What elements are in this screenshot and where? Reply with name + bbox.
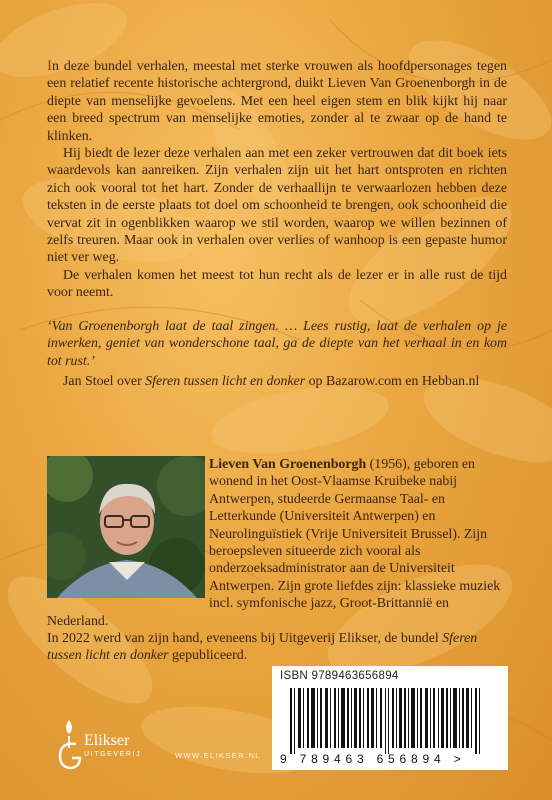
isbn-barcode-box [272, 666, 508, 770]
publisher-logo [54, 718, 164, 778]
drop-letter: I [47, 58, 52, 74]
author-bio-text: Lieven Van Groenenborgh (1956), geboren en wonend in het Oost-Vlaamse Kruibeke nabij Antwerpen, studeerde Germaanse Taal- en Letterkunde (Universiteit Antwerpen) en Neurolinguïstiek (Vrije Universiteit Brussel). Zijn beroepsleven situeerde zich vooral als onderzoeksadministrator aan de Universiteit Antwerpen. Zijn grote liefdes zijn: klassieke muziek incl. symfonische jazz, Groot-Brittannië en Nederland. [47, 457, 501, 629]
previous-book-title: Sferen tussen licht en donker [47, 631, 478, 664]
author-name: Lieven Van Groenenborgh [209, 457, 367, 472]
intro-paragraph [47, 58, 507, 145]
intro-text: n deze bundel verhalen, meestal met sterke vrouwen als hoofdpersonages tegen een relatief recente historische achtergrond, duikt Lieven Van Groenenborgh in de diepte van menselijke gevoelens. Met een heel eigen stem en blik kijkt hij naar een breed spectrum van menselijke emoties, zonder al te zwaar op de hand te klinken. [47, 59, 507, 144]
book-title-reference: Sferen tussen licht en donker [145, 373, 306, 389]
barcode [280, 688, 498, 754]
barcode-digits: 9 789463 656894 > [280, 752, 466, 766]
third-paragraph: De verhalen komen het meest tot hun recht als de lezer er in alle rust de tijd voor neemt. [47, 267, 507, 301]
publisher-website: WWW.ELIKSER.NL [175, 751, 261, 760]
isbn-label: ISBN 9789463656894 [280, 670, 399, 682]
second-paragraph: Hij biedt de lezer deze verhalen aan met een zeker vertrouwen dat dit boek iets waardevols kan aanreiken. Zijn verhalen zijn uit het hart ontsproten en richten zich ook vooral tot het hart. Zonder de verhaallijn te verwaarlozen hebben deze teksten in de eerste plaats tot doel om schoonheid te brengen, ook schoonheid die vervat zit in ogenblikken waarop we stil worden, waarop we willen bezinnen of zelfs treuren. Maar ook in verhalen over verlies of wanhoop is een gepaste humor niet ver weg. [47, 146, 507, 266]
publisher-name: Elikser [84, 732, 130, 749]
previous-book-note: In 2022 werd van zijn hand, eveneens bij Uitgeverij Elikser, de bundel Sferen tussen licht en donker gepubliceerd. [47, 631, 478, 664]
publisher-sub: UITGEVERIJ [84, 751, 142, 758]
author-bio [47, 456, 507, 665]
quote-attribution: Jan Stoel over Sferen tussen licht en donker op Bazarow.com en Hebban.nl [63, 373, 480, 389]
elikser-emblem-icon [54, 718, 84, 772]
back-cover-blurb [47, 58, 507, 390]
review-quote: ‘Van Groenenborgh laat de taal zingen. … Lees rustig, laat de verhalen op je inwerken, geniet van wonderschone taal, ga de diepte van het verhaal in en kom tot rust.’ [47, 318, 507, 369]
